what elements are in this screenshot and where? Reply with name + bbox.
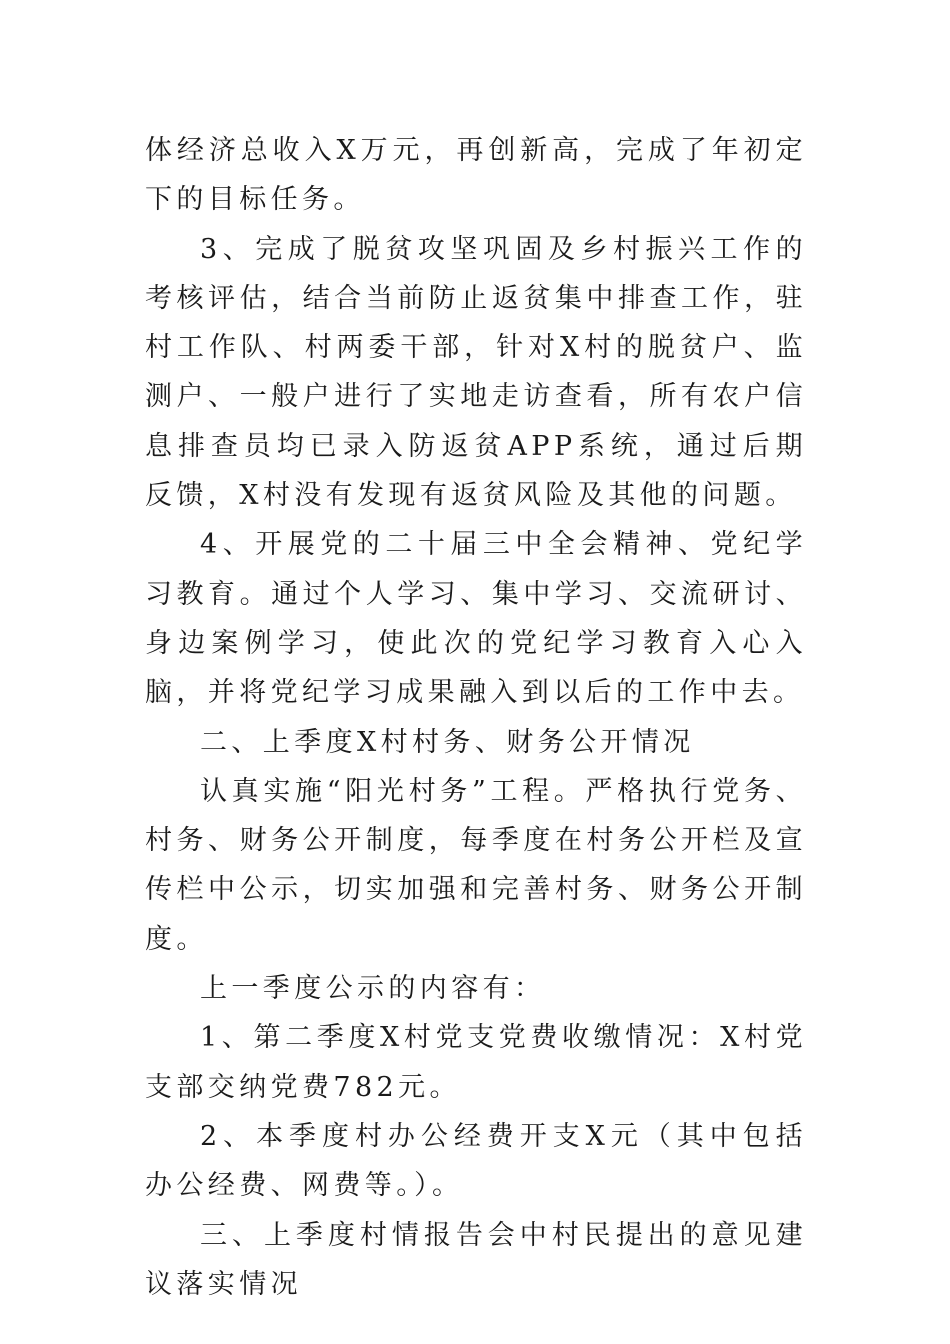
section-heading-2-disclosure: 二、上季度X村村务、财务公开情况: [200, 726, 695, 758]
paragraph-income-continuation: 体经济总收入X万元，再创新高，完成了年初定下的目标任务。: [145, 135, 807, 216]
paragraph-disclosed-content-intro: 上一季度公示的内容有：: [200, 973, 546, 1005]
paragraph-item-2-office-expenses: 2、本季度村办公经费开支X元（其中包括办公经费、网费等。）。: [145, 1120, 807, 1202]
paragraph-item-4-party-education: 4、开展党的二十届三中全会精神、党纪学习教育。通过个人学习、集中学习、交流研讨、身边案例学习，使此次的党纪学习教育入心入脑，并将党纪学习成果融入到以后的工作中去。: [145, 529, 807, 709]
paragraph-item-3-poverty-assessment: 3、完成了脱贫攻坚巩固及乡村振兴工作的考核评估，结合当前防止返贫集中排查工作，驻村工作队、村两委干部，针对X村的脱贫户、监测户、一般户进行了实地走访查看，所有农户信息排查员均已录入防返贫APP系统，通过后期反馈，X村没有发现有返贫风险及其他的问题。: [145, 233, 807, 512]
section-heading-3-villager-suggestions: 三、上季度村情报告会中村民提出的意见建议落实情况: [145, 1219, 807, 1300]
paragraph-item-1-party-fees: 1、第二季度X村党支党费收缴情况：X村党支部交纳党费782元。: [145, 1022, 807, 1103]
document-body: [145, 126, 807, 1309]
paragraph-sunshine-village-affairs: 认真实施“阳光村务”工程。严格执行党务、村务、财务公开制度，每季度在村务公开栏及宣传栏中公示，切实加强和完善村务、财务公开制度。: [145, 775, 807, 955]
